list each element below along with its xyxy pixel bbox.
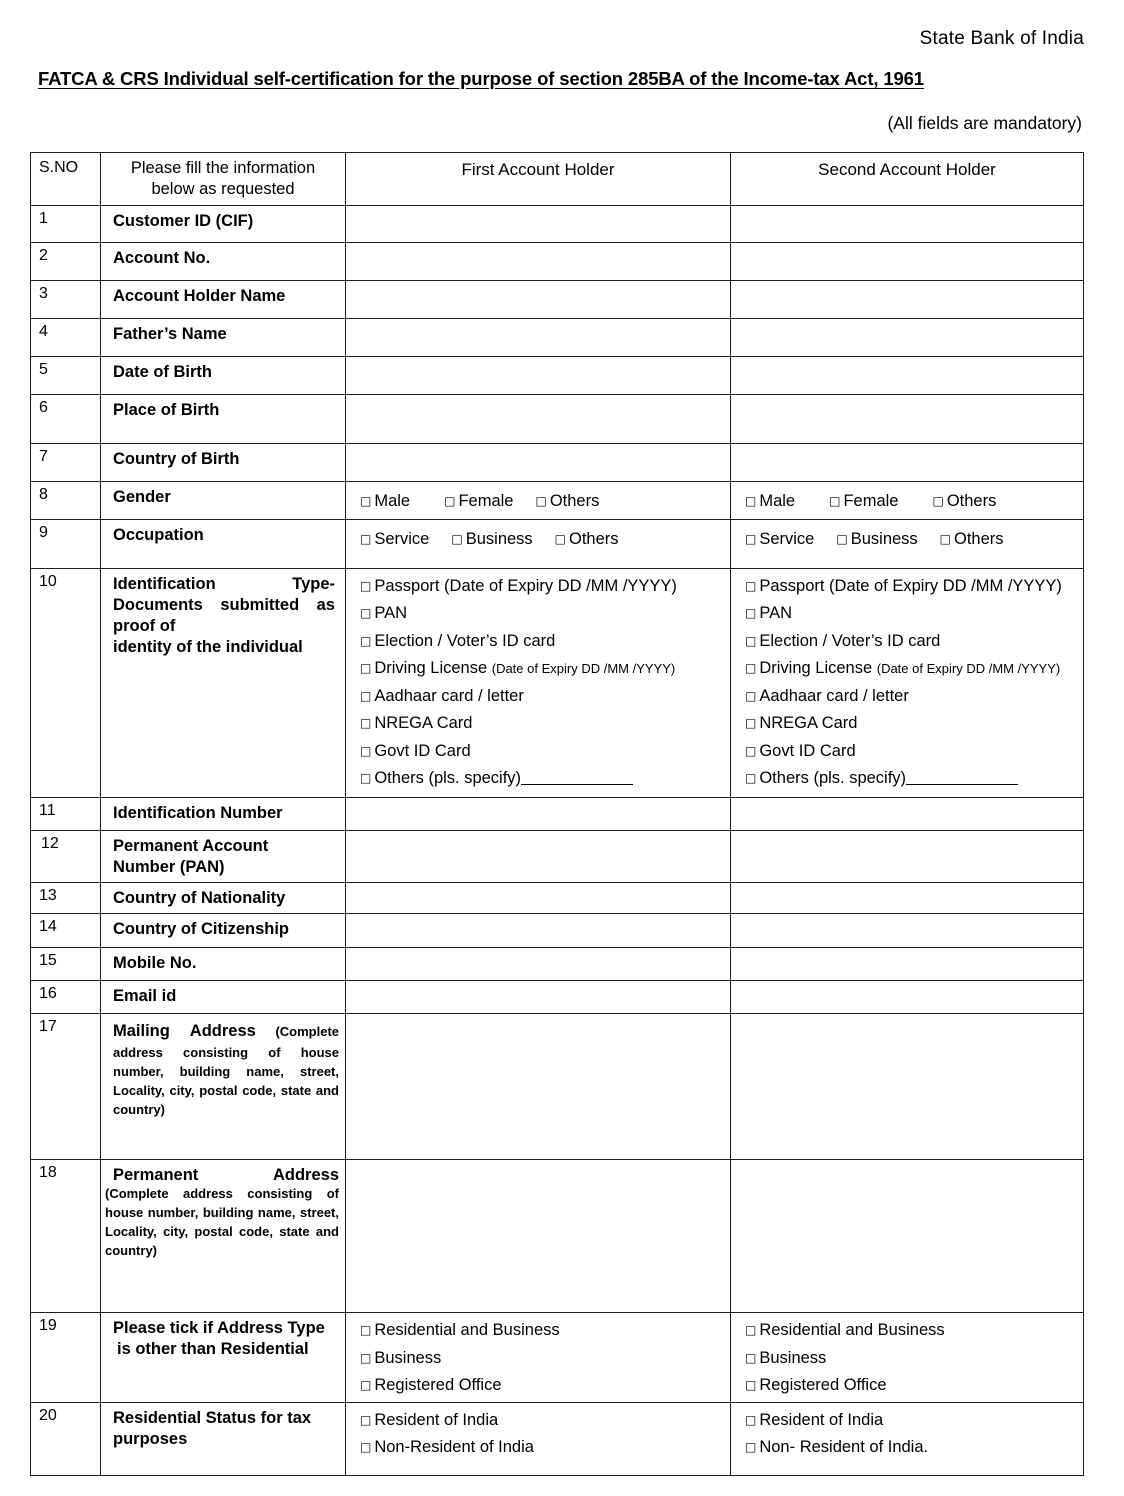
option-label: Business (374, 1348, 442, 1367)
field-mobile-no-second[interactable] (731, 948, 1084, 981)
checkbox-icon: □ (360, 1323, 372, 1338)
checkbox-govt-id-second[interactable] (745, 743, 1077, 760)
checkbox-occupation-business-second[interactable] (836, 530, 917, 548)
row-number-6: 6 (39, 398, 48, 416)
checkbox-icon: □ (745, 716, 757, 731)
table-row (31, 1313, 1084, 1403)
row-label-permanent-account-number (101, 831, 345, 882)
checkbox-icon: □ (939, 531, 952, 546)
field-date-of-birth-first[interactable] (346, 356, 731, 394)
checkbox-icon: □ (836, 531, 848, 546)
field-account-holder-name-first[interactable] (346, 280, 731, 318)
field-country-of-birth-first[interactable] (346, 443, 731, 481)
checkbox-govt-id-first[interactable] (360, 743, 724, 760)
checkbox-residential-and-business-second[interactable] (745, 1322, 1077, 1339)
field-account-holder-name-second[interactable] (731, 280, 1084, 318)
checkbox-icon: □ (745, 743, 757, 758)
checkbox-icon: □ (829, 493, 841, 508)
column-header-sno: S.NO (39, 159, 79, 176)
field-mailing-address-first[interactable] (346, 1014, 731, 1160)
checkbox-occupation-others-second[interactable] (940, 530, 1004, 548)
checkbox-registered-office-second[interactable] (745, 1377, 1077, 1394)
option-label: Male (759, 491, 796, 510)
checkbox-occupation-service-first[interactable] (360, 530, 429, 548)
checkbox-icon: □ (745, 1350, 757, 1365)
checkbox-icon: □ (932, 493, 944, 508)
checkbox-icon: □ (554, 531, 567, 546)
checkbox-driving-license-second[interactable] (745, 660, 1077, 677)
row-number-17: 17 (39, 1018, 57, 1036)
checkbox-gender-female-first[interactable] (444, 492, 513, 510)
option-label: Male (374, 491, 411, 510)
field-identification-number-first[interactable] (346, 797, 731, 830)
row-label-gender: Gender (113, 487, 171, 506)
checkbox-occupation-others-first[interactable] (555, 530, 619, 548)
row-label-mailing-address (101, 1014, 345, 1123)
row-label-residential-status (101, 1403, 345, 1454)
row-label-part: Permanent Address (113, 1166, 339, 1185)
option-label: Business (850, 529, 918, 548)
field-email-id-second[interactable] (731, 981, 1084, 1014)
option-label: Registered Office (374, 1376, 502, 1395)
table-row (31, 830, 1084, 882)
checkbox-icon: □ (444, 493, 456, 508)
option-label: Election / Voter’s ID card (759, 631, 941, 650)
checkbox-icon: □ (360, 531, 372, 546)
row-label-part: identity of the individual (113, 638, 303, 657)
option-label: Others (pls. specify) (374, 769, 522, 788)
row-label-part: Permanent Account (113, 836, 269, 855)
address-type-options-first (346, 1313, 730, 1402)
row-number-1: 1 (39, 209, 48, 227)
checkbox-gender-male-first[interactable] (360, 492, 410, 510)
option-label: Others (549, 491, 600, 510)
row-label-part: purposes (113, 1429, 188, 1448)
row-label-note: (Complete address consisting of house number, building name, street, Locality, city, postal code, state and country) (113, 1024, 339, 1117)
bank-name: State Bank of India (919, 28, 1084, 49)
field-permanent-address-first[interactable] (346, 1160, 731, 1313)
row-number-20: 20 (39, 1406, 57, 1424)
option-label: Service (374, 529, 430, 548)
option-label: Others (pls. specify) (759, 769, 907, 788)
checkbox-driving-license-first[interactable] (360, 660, 724, 677)
option-label: Business (759, 1348, 827, 1367)
row-number-19: 19 (39, 1317, 57, 1335)
checkbox-gender-others-first[interactable] (535, 492, 599, 510)
checkbox-others-first[interactable] (360, 770, 724, 787)
checkbox-icon: □ (360, 493, 372, 508)
identification-options-first (346, 569, 730, 795)
checkbox-icon: □ (745, 1440, 757, 1455)
checkbox-icon: □ (360, 661, 372, 676)
row-label-date-of-birth: Date of Birth (113, 362, 212, 381)
checkbox-icon: □ (360, 1440, 372, 1455)
checkbox-icon: □ (451, 531, 463, 546)
table-row (31, 797, 1084, 830)
checkbox-nrega-second[interactable] (745, 715, 1077, 732)
checkbox-business-first[interactable] (360, 1350, 724, 1367)
table-row (31, 394, 1084, 443)
checkbox-icon: □ (360, 1412, 372, 1427)
column-header-first-account-holder: First Account Holder (461, 160, 615, 179)
table-row (31, 481, 1084, 519)
checkbox-pan-first[interactable] (360, 605, 724, 622)
field-customer-id-first[interactable] (346, 205, 731, 242)
row-label-customer-id: Customer ID (CIF) (113, 211, 254, 230)
option-label: PAN (759, 604, 793, 623)
option-label: Aadhaar card / letter (374, 686, 524, 705)
row-label-email-id: Email id (113, 987, 177, 1006)
row-label-part: Please tick if Address Type (113, 1319, 325, 1338)
option-label: Non- Resident of India. (759, 1438, 929, 1457)
row-label-part: is other than Residential (117, 1340, 309, 1359)
row-label-country-of-citizenship: Country of Citizenship (113, 920, 289, 939)
checkbox-pan-second[interactable] (745, 605, 1077, 622)
checkbox-nrega-first[interactable] (360, 715, 724, 732)
checkbox-passport-first[interactable] (360, 578, 724, 595)
gender-options-second (731, 482, 1083, 519)
row-label-address-type (101, 1313, 345, 1364)
row-label-identification-type (101, 569, 345, 662)
checkbox-residential-and-business-first[interactable] (360, 1322, 724, 1339)
table-row (31, 242, 1084, 280)
checkbox-occupation-service-second[interactable] (745, 530, 814, 548)
row-number-8: 8 (39, 485, 48, 503)
page-title: FATCA & CRS Individual self-certification for the purpose of section 285BA of the Income-tax Act, 1961 (38, 68, 924, 89)
table-row (31, 356, 1084, 394)
checkbox-icon: □ (360, 633, 372, 648)
row-label-account-no: Account No. (113, 248, 211, 267)
option-label: Female (843, 491, 899, 510)
checkbox-icon: □ (745, 661, 757, 676)
row-number-9: 9 (39, 523, 48, 541)
field-mobile-no-first[interactable] (346, 948, 731, 981)
table-row (31, 280, 1084, 318)
field-country-of-citizenship-second[interactable] (731, 914, 1084, 948)
row-label-part: Type- (292, 574, 335, 593)
row-label-part: Mailing Address (113, 1022, 256, 1041)
option-label: Driving License (374, 659, 492, 678)
row-label-identification-number: Identification Number (113, 803, 283, 822)
option-label: Aadhaar card / letter (759, 686, 909, 705)
field-country-of-nationality-first[interactable] (346, 883, 731, 914)
column-header-description-line2: below as requested (151, 180, 295, 199)
occupation-options-first (346, 520, 730, 557)
checkbox-icon: □ (745, 578, 757, 593)
option-label: Residential and Business (759, 1321, 945, 1340)
checkbox-icon: □ (535, 493, 547, 508)
table-row (31, 205, 1084, 242)
row-number-10: 10 (39, 572, 57, 590)
checkbox-non-resident-of-india-second[interactable] (745, 1439, 1077, 1456)
table-row (31, 1402, 1084, 1475)
option-note: (Date of Expiry DD /MM /YYYY) (491, 661, 676, 677)
checkbox-icon: □ (745, 1378, 757, 1393)
column-header-second-account-holder: Second Account Holder (818, 160, 996, 179)
option-label: Driving License (759, 659, 877, 678)
option-note: (Date of Expiry DD /MM /YYYY) (876, 661, 1061, 677)
residential-status-options-first (346, 1403, 730, 1464)
table-row (31, 914, 1084, 948)
table-row (31, 519, 1084, 568)
option-label: Others (569, 529, 619, 548)
checkbox-icon: □ (745, 493, 757, 508)
checkbox-icon: □ (745, 606, 757, 621)
option-label: Service (759, 529, 815, 548)
table-row (31, 318, 1084, 356)
checkbox-icon: □ (745, 633, 757, 648)
table-row (31, 981, 1084, 1014)
option-label: Govt ID Card (374, 741, 471, 760)
field-place-of-birth-first[interactable] (346, 394, 731, 443)
field-mailing-address-second[interactable] (731, 1014, 1084, 1160)
field-country-of-citizenship-first[interactable] (346, 914, 731, 948)
field-customer-id-second[interactable] (731, 205, 1084, 242)
checkbox-icon: □ (360, 716, 372, 731)
row-number-16: 16 (39, 985, 57, 1003)
option-label: Resident of India (374, 1410, 499, 1429)
field-country-of-birth-second[interactable] (731, 443, 1084, 481)
option-label: Non-Resident of India (374, 1438, 534, 1457)
row-label-mobile-no: Mobile No. (113, 954, 197, 973)
option-label: Resident of India (759, 1410, 884, 1429)
option-label: Others (954, 529, 1004, 548)
checkbox-icon: □ (360, 1378, 372, 1393)
option-label: Residential and Business (374, 1321, 560, 1340)
checkbox-icon: □ (360, 688, 372, 703)
row-label-note: (Complete address consisting of house number, building name, street, Locality, city, postal code, state and country) (105, 1186, 339, 1258)
field-place-of-birth-second[interactable] (731, 394, 1084, 443)
field-fathers-name-first[interactable] (346, 318, 731, 356)
option-label: Passport (Date of Expiry DD /MM /YYYY) (759, 576, 1062, 595)
checkbox-icon: □ (745, 771, 757, 786)
option-label: Govt ID Card (759, 741, 856, 760)
checkbox-gender-others-second[interactable] (932, 492, 996, 510)
row-label-part: Identification (113, 574, 216, 593)
checkbox-non-resident-of-india-first[interactable] (360, 1439, 724, 1456)
row-number-5: 5 (39, 360, 48, 378)
checkbox-icon: □ (745, 531, 757, 546)
checkbox-resident-of-india-first[interactable] (360, 1412, 724, 1429)
mandatory-fields-note: (All fields are mandatory) (887, 113, 1082, 133)
occupation-options-second (731, 520, 1083, 557)
option-label: Others (946, 491, 997, 510)
row-number-7: 7 (39, 447, 48, 465)
row-label-part: Number (PAN) (113, 857, 225, 876)
table-row (31, 443, 1084, 481)
checkbox-voter-id-first[interactable] (360, 633, 724, 650)
residential-status-options-second (731, 1403, 1083, 1464)
field-permanent-address-second[interactable] (731, 1160, 1084, 1313)
checkbox-icon: □ (745, 1323, 757, 1338)
table-row (31, 568, 1084, 797)
checkbox-icon: □ (360, 1350, 372, 1365)
others-specify-input-second[interactable] (906, 784, 1018, 785)
checkbox-passport-second[interactable] (745, 578, 1077, 595)
field-country-of-nationality-second[interactable] (731, 883, 1084, 914)
row-label-country-of-nationality: Country of Nationality (113, 889, 286, 908)
row-number-11: 11 (39, 801, 56, 819)
option-label: Election / Voter’s ID card (374, 631, 556, 650)
option-label: PAN (374, 604, 408, 623)
table-row (31, 1160, 1084, 1313)
option-label: Female (458, 491, 514, 510)
checkbox-others-second[interactable] (745, 770, 1077, 787)
checkbox-voter-id-second[interactable] (745, 633, 1077, 650)
field-account-no-first[interactable] (346, 242, 731, 280)
option-label: Passport (Date of Expiry DD /MM /YYYY) (374, 576, 677, 595)
row-label-place-of-birth: Place of Birth (113, 400, 220, 419)
row-label-part: Documents submitted as (113, 595, 335, 614)
field-date-of-birth-second[interactable] (731, 356, 1084, 394)
checkbox-icon: □ (360, 578, 372, 593)
self-certification-form-table (30, 152, 1084, 1476)
field-pan-first[interactable] (346, 830, 731, 882)
option-label: NREGA Card (374, 714, 473, 733)
checkbox-aadhaar-first[interactable] (360, 688, 724, 705)
field-fathers-name-second[interactable] (731, 318, 1084, 356)
option-label: Business (465, 529, 533, 548)
row-label-part: Residential Status for tax (113, 1408, 312, 1427)
checkbox-resident-of-india-second[interactable] (745, 1412, 1077, 1429)
row-label-account-holder-name: Account Holder Name (113, 286, 286, 305)
checkbox-gender-male-second[interactable] (745, 492, 795, 510)
row-number-15: 15 (39, 952, 57, 970)
option-label: Registered Office (759, 1376, 887, 1395)
checkbox-aadhaar-second[interactable] (745, 688, 1077, 705)
identification-options-second (731, 569, 1083, 795)
field-email-id-first[interactable] (346, 981, 731, 1014)
row-number-12: 12 (41, 834, 59, 852)
option-label: NREGA Card (759, 714, 858, 733)
table-header-row (31, 153, 1084, 206)
row-label-part: proof of (113, 617, 176, 636)
row-number-4: 4 (39, 322, 48, 340)
checkbox-occupation-business-first[interactable] (451, 530, 532, 548)
checkbox-gender-female-second[interactable] (829, 492, 898, 510)
checkbox-icon: □ (745, 1412, 757, 1427)
column-header-description (101, 153, 345, 205)
table-row (31, 1014, 1084, 1160)
row-label-occupation: Occupation (113, 525, 204, 544)
row-number-18: 18 (39, 1164, 57, 1182)
row-label-country-of-birth: Country of Birth (113, 449, 240, 468)
row-number-14: 14 (39, 918, 57, 936)
checkbox-icon: □ (360, 743, 372, 758)
others-specify-input-first[interactable] (521, 784, 633, 785)
table-row (31, 948, 1084, 981)
checkbox-icon: □ (360, 606, 372, 621)
address-type-options-second (731, 1313, 1083, 1402)
checkbox-registered-office-first[interactable] (360, 1377, 724, 1394)
field-account-no-second[interactable] (731, 242, 1084, 280)
field-identification-number-second[interactable] (731, 797, 1084, 830)
row-number-2: 2 (39, 246, 48, 264)
gender-options-first (346, 482, 730, 519)
field-pan-second[interactable] (731, 830, 1084, 882)
checkbox-icon: □ (745, 688, 757, 703)
table-row (31, 883, 1084, 914)
row-label-permanent-address (101, 1160, 345, 1264)
row-label-fathers-name: Father’s Name (113, 324, 227, 343)
row-number-3: 3 (39, 284, 48, 302)
column-header-description-line1: Please fill the information (130, 159, 316, 177)
checkbox-icon: □ (360, 771, 372, 786)
checkbox-business-second[interactable] (745, 1350, 1077, 1367)
row-number-13: 13 (39, 887, 57, 905)
